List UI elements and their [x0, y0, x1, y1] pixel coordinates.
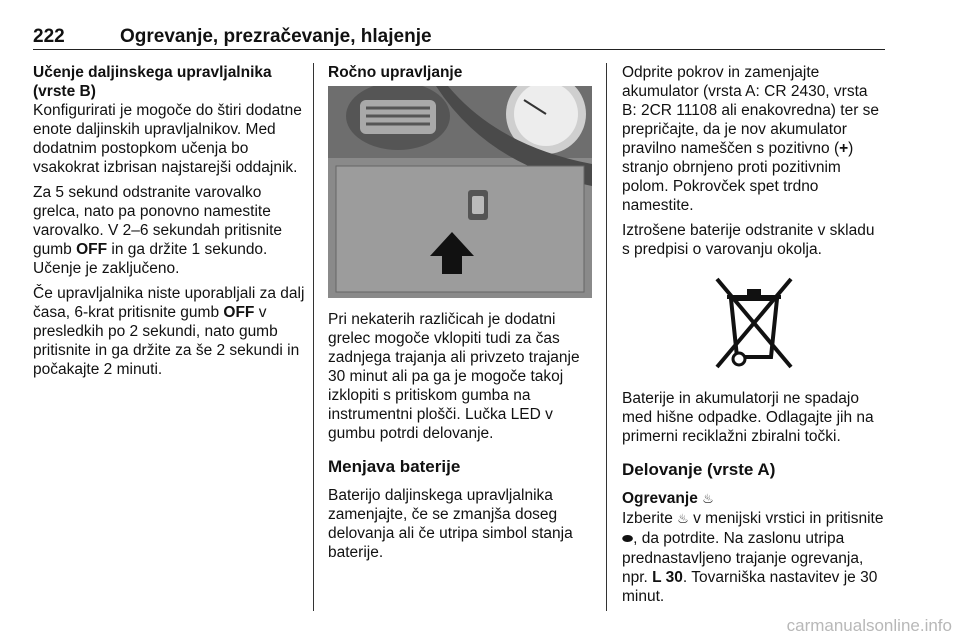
page-title: Ogrevanje, prezračevanje, hlajenje	[120, 26, 432, 47]
section-heading-operation: Delovanje (vrste A)	[622, 460, 776, 479]
paragraph: Za 5 sekund odstranite varovalko grelca, nato pa ponovno namestite varovalko. V 2–6 sekundah pritisnite gumb OFF in ga držite 1 sekundo. Učenje je zaključeno.	[33, 184, 283, 277]
column-divider	[313, 63, 314, 611]
crossed-bin-icon	[709, 273, 799, 373]
watermark: carmanualsonline.info	[786, 616, 952, 635]
column-divider	[606, 63, 607, 611]
header-rule	[33, 49, 885, 50]
section-heading-manual: Ročno upravljanje	[328, 64, 463, 81]
paragraph: Konfigurirati je mogoče do štiri dodatne enote daljinskih upravljalnikov. Med dodatnim postopkom učenja bo vsakokrat izbrisan najstarejši oddajnik.	[33, 102, 302, 176]
section-heading-learning: Učenje daljinskega upravljalnika (vrste B)	[33, 64, 272, 100]
dashboard-button-photo	[328, 86, 592, 298]
page-header	[33, 26, 885, 56]
paragraph: Pri nekaterih različicah je dodatni grelec mogoče vklopiti tudi za čas zadnjega trajanja ali privzeto trajanje 30 minut ali pa ga je mogoče takoj izklopiti s pritiskom gumba na instrumentni plošči. Lučka LED v gumbu potrdi delovanje.	[328, 311, 580, 442]
heating-icon: ♨	[702, 492, 714, 507]
plus-symbol: +	[839, 140, 849, 157]
paragraph: Baterijo daljinskega upravljalnika zamenjajte, če se zmanjša doseg delovanja ali če utripa simbol stanja baterije.	[328, 487, 573, 561]
page-number: 222	[33, 26, 65, 47]
paragraph: Izberite ♨ v menijski vrstici in pritisnite ⬬, da potrdite. Na zaslonu utripa prednastavljeno trajanje ogrevanja, npr. L 30. Tovarniška nastavitev je 30 minut.	[622, 510, 884, 605]
section-heading-battery: Menjava baterije	[328, 457, 461, 476]
paragraph: Iztrošene baterije odstranite v skladu s predpisi o varovanju okolja.	[622, 222, 875, 258]
paragraph: Odprite pokrov in zamenjajte akumulator (vrsta A: CR 2430, vrsta B: 2CR 11108 ali enakovredna) ter se prepričajte, da je nov akumulator pravilno nameščen s pozitivno (+) stranjo obrnjeno proti pozitivnim polom. Pokrovček spet trdno namestite.	[622, 64, 880, 214]
column-middle	[328, 63, 594, 568]
column-right	[622, 63, 886, 612]
heating-icon: ♨	[677, 512, 689, 527]
column-left	[33, 63, 305, 385]
confirm-button-icon: ⬬	[622, 532, 634, 547]
subheading-heating: Ogrevanje ♨	[622, 490, 714, 507]
paragraph: Baterije in akumulatorji ne spadajo med hišne odpadke. Odlagajte jih na primerni reciklažni zbiralni točki.	[622, 390, 874, 445]
paragraph: Če upravljalnika niste uporabljali za dalj časa, 6-krat pritisnite gumb OFF v presledkih po 2 sekundi, nato gumb pritisnite in ga držite za še 2 sekundi in počakajte 2 minuti.	[33, 285, 305, 378]
